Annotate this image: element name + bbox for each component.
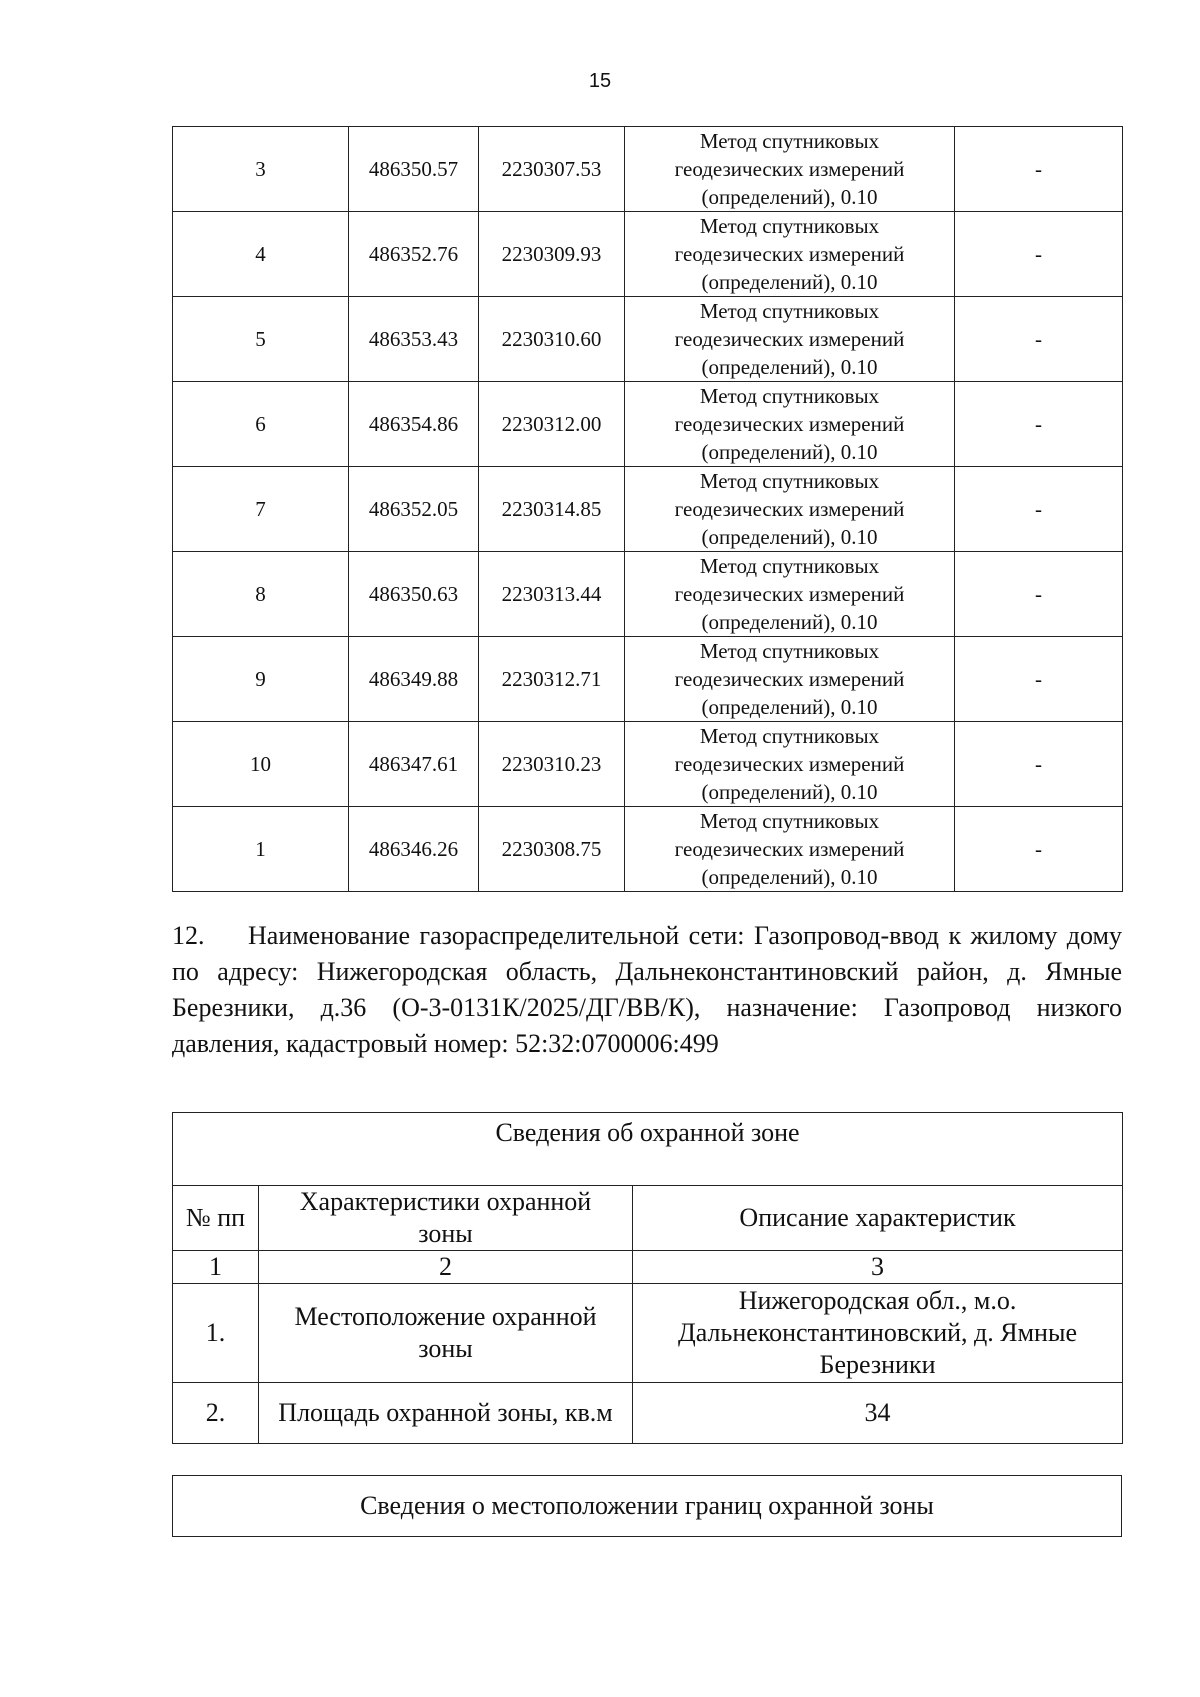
note: - <box>955 382 1123 467</box>
coordinates-table <box>172 126 1123 892</box>
coordinate-y: 2230313.44 <box>479 552 625 637</box>
method: Метод спутниковых геодезических измерений (определений), 0.10 <box>625 467 955 552</box>
coordinate-y: 2230307.53 <box>479 127 625 212</box>
row-description: Нижегородская обл., м.о. Дальнеконстантиновский, д. Ямные Березники <box>633 1284 1123 1383</box>
coordinate-y: 2230310.60 <box>479 297 625 382</box>
protection-zone-table <box>172 1112 1123 1444</box>
table-row <box>173 1383 1123 1444</box>
method: Метод спутниковых геодезических измерений (определений), 0.10 <box>625 127 955 212</box>
coordinate-x: 486350.57 <box>349 127 479 212</box>
method: Метод спутниковых геодезических измерений (определений), 0.10 <box>625 807 955 892</box>
point-number: 10 <box>173 722 349 807</box>
table-row <box>173 807 1123 892</box>
col-index-2: 2 <box>259 1251 633 1284</box>
table-row <box>173 552 1123 637</box>
table-row <box>173 212 1123 297</box>
point-number: 7 <box>173 467 349 552</box>
method: Метод спутниковых геодезических измерений (определений), 0.10 <box>625 552 955 637</box>
section-paragraph <box>172 918 1122 1062</box>
table-row <box>173 127 1123 212</box>
table-row <box>173 1284 1123 1383</box>
note: - <box>955 467 1123 552</box>
point-number: 8 <box>173 552 349 637</box>
table-row <box>173 722 1123 807</box>
coordinate-x: 486347.61 <box>349 722 479 807</box>
row-number: 2. <box>173 1383 259 1444</box>
coordinate-x: 486352.76 <box>349 212 479 297</box>
coordinate-y: 2230309.93 <box>479 212 625 297</box>
coordinate-y: 2230314.85 <box>479 467 625 552</box>
coordinate-x: 486353.43 <box>349 297 479 382</box>
coordinate-x: 486349.88 <box>349 637 479 722</box>
table-row <box>173 637 1123 722</box>
row-number: 1. <box>173 1284 259 1383</box>
table-row <box>173 382 1123 467</box>
coordinate-y: 2230308.75 <box>479 807 625 892</box>
table-row <box>173 467 1123 552</box>
col-header-number: № пп <box>173 1186 259 1251</box>
coordinate-y: 2230310.23 <box>479 722 625 807</box>
boundaries-table <box>172 1475 1122 1537</box>
method: Метод спутниковых геодезических измерений (определений), 0.10 <box>625 297 955 382</box>
col-index-3: 3 <box>633 1251 1123 1284</box>
note: - <box>955 552 1123 637</box>
boundaries-table-title: Сведения о местоположении границ охранной зоны <box>173 1476 1122 1537</box>
method: Метод спутниковых геодезических измерений (определений), 0.10 <box>625 382 955 467</box>
note: - <box>955 212 1123 297</box>
coordinate-x: 486346.26 <box>349 807 479 892</box>
note: - <box>955 722 1123 807</box>
table-row <box>173 297 1123 382</box>
note: - <box>955 297 1123 382</box>
coordinate-x: 486350.63 <box>349 552 479 637</box>
col-header-characteristics: Характеристики охранной зоны <box>259 1186 633 1251</box>
coordinate-y: 2230312.71 <box>479 637 625 722</box>
row-description: 34 <box>633 1383 1123 1444</box>
method: Метод спутниковых геодезических измерений (определений), 0.10 <box>625 637 955 722</box>
point-number: 1 <box>173 807 349 892</box>
coordinate-x: 486354.86 <box>349 382 479 467</box>
coordinate-y: 2230312.00 <box>479 382 625 467</box>
point-number: 4 <box>173 212 349 297</box>
note: - <box>955 637 1123 722</box>
point-number: 9 <box>173 637 349 722</box>
row-characteristic: Площадь охранной зоны, кв.м <box>259 1383 633 1444</box>
row-characteristic: Местоположение охранной зоны <box>259 1284 633 1383</box>
method: Метод спутниковых геодезических измерений (определений), 0.10 <box>625 722 955 807</box>
point-number: 6 <box>173 382 349 467</box>
point-number: 5 <box>173 297 349 382</box>
point-number: 3 <box>173 127 349 212</box>
zone-table-title: Сведения об охранной зоне <box>173 1113 1123 1186</box>
note: - <box>955 807 1123 892</box>
page-number: 15 <box>588 70 612 92</box>
coordinate-x: 486352.05 <box>349 467 479 552</box>
note: - <box>955 127 1123 212</box>
section-number: 12. <box>172 921 205 950</box>
col-index-1: 1 <box>173 1251 259 1284</box>
section-text: Наименование газораспределительной сети: Газопровод-ввод к жилому дому по адресу: Нижегородская область, Дальнеконстантиновский район, д. Ямные Березники, д.36 (О-3-0131К/2025/ДГ/ВВ/К), назначение: Газопровод низкого давления, кадастровый номер: 52:32:0700006:499 <box>172 921 1122 1058</box>
method: Метод спутниковых геодезических измерений (определений), 0.10 <box>625 212 955 297</box>
col-header-description: Описание характеристик <box>633 1186 1123 1251</box>
